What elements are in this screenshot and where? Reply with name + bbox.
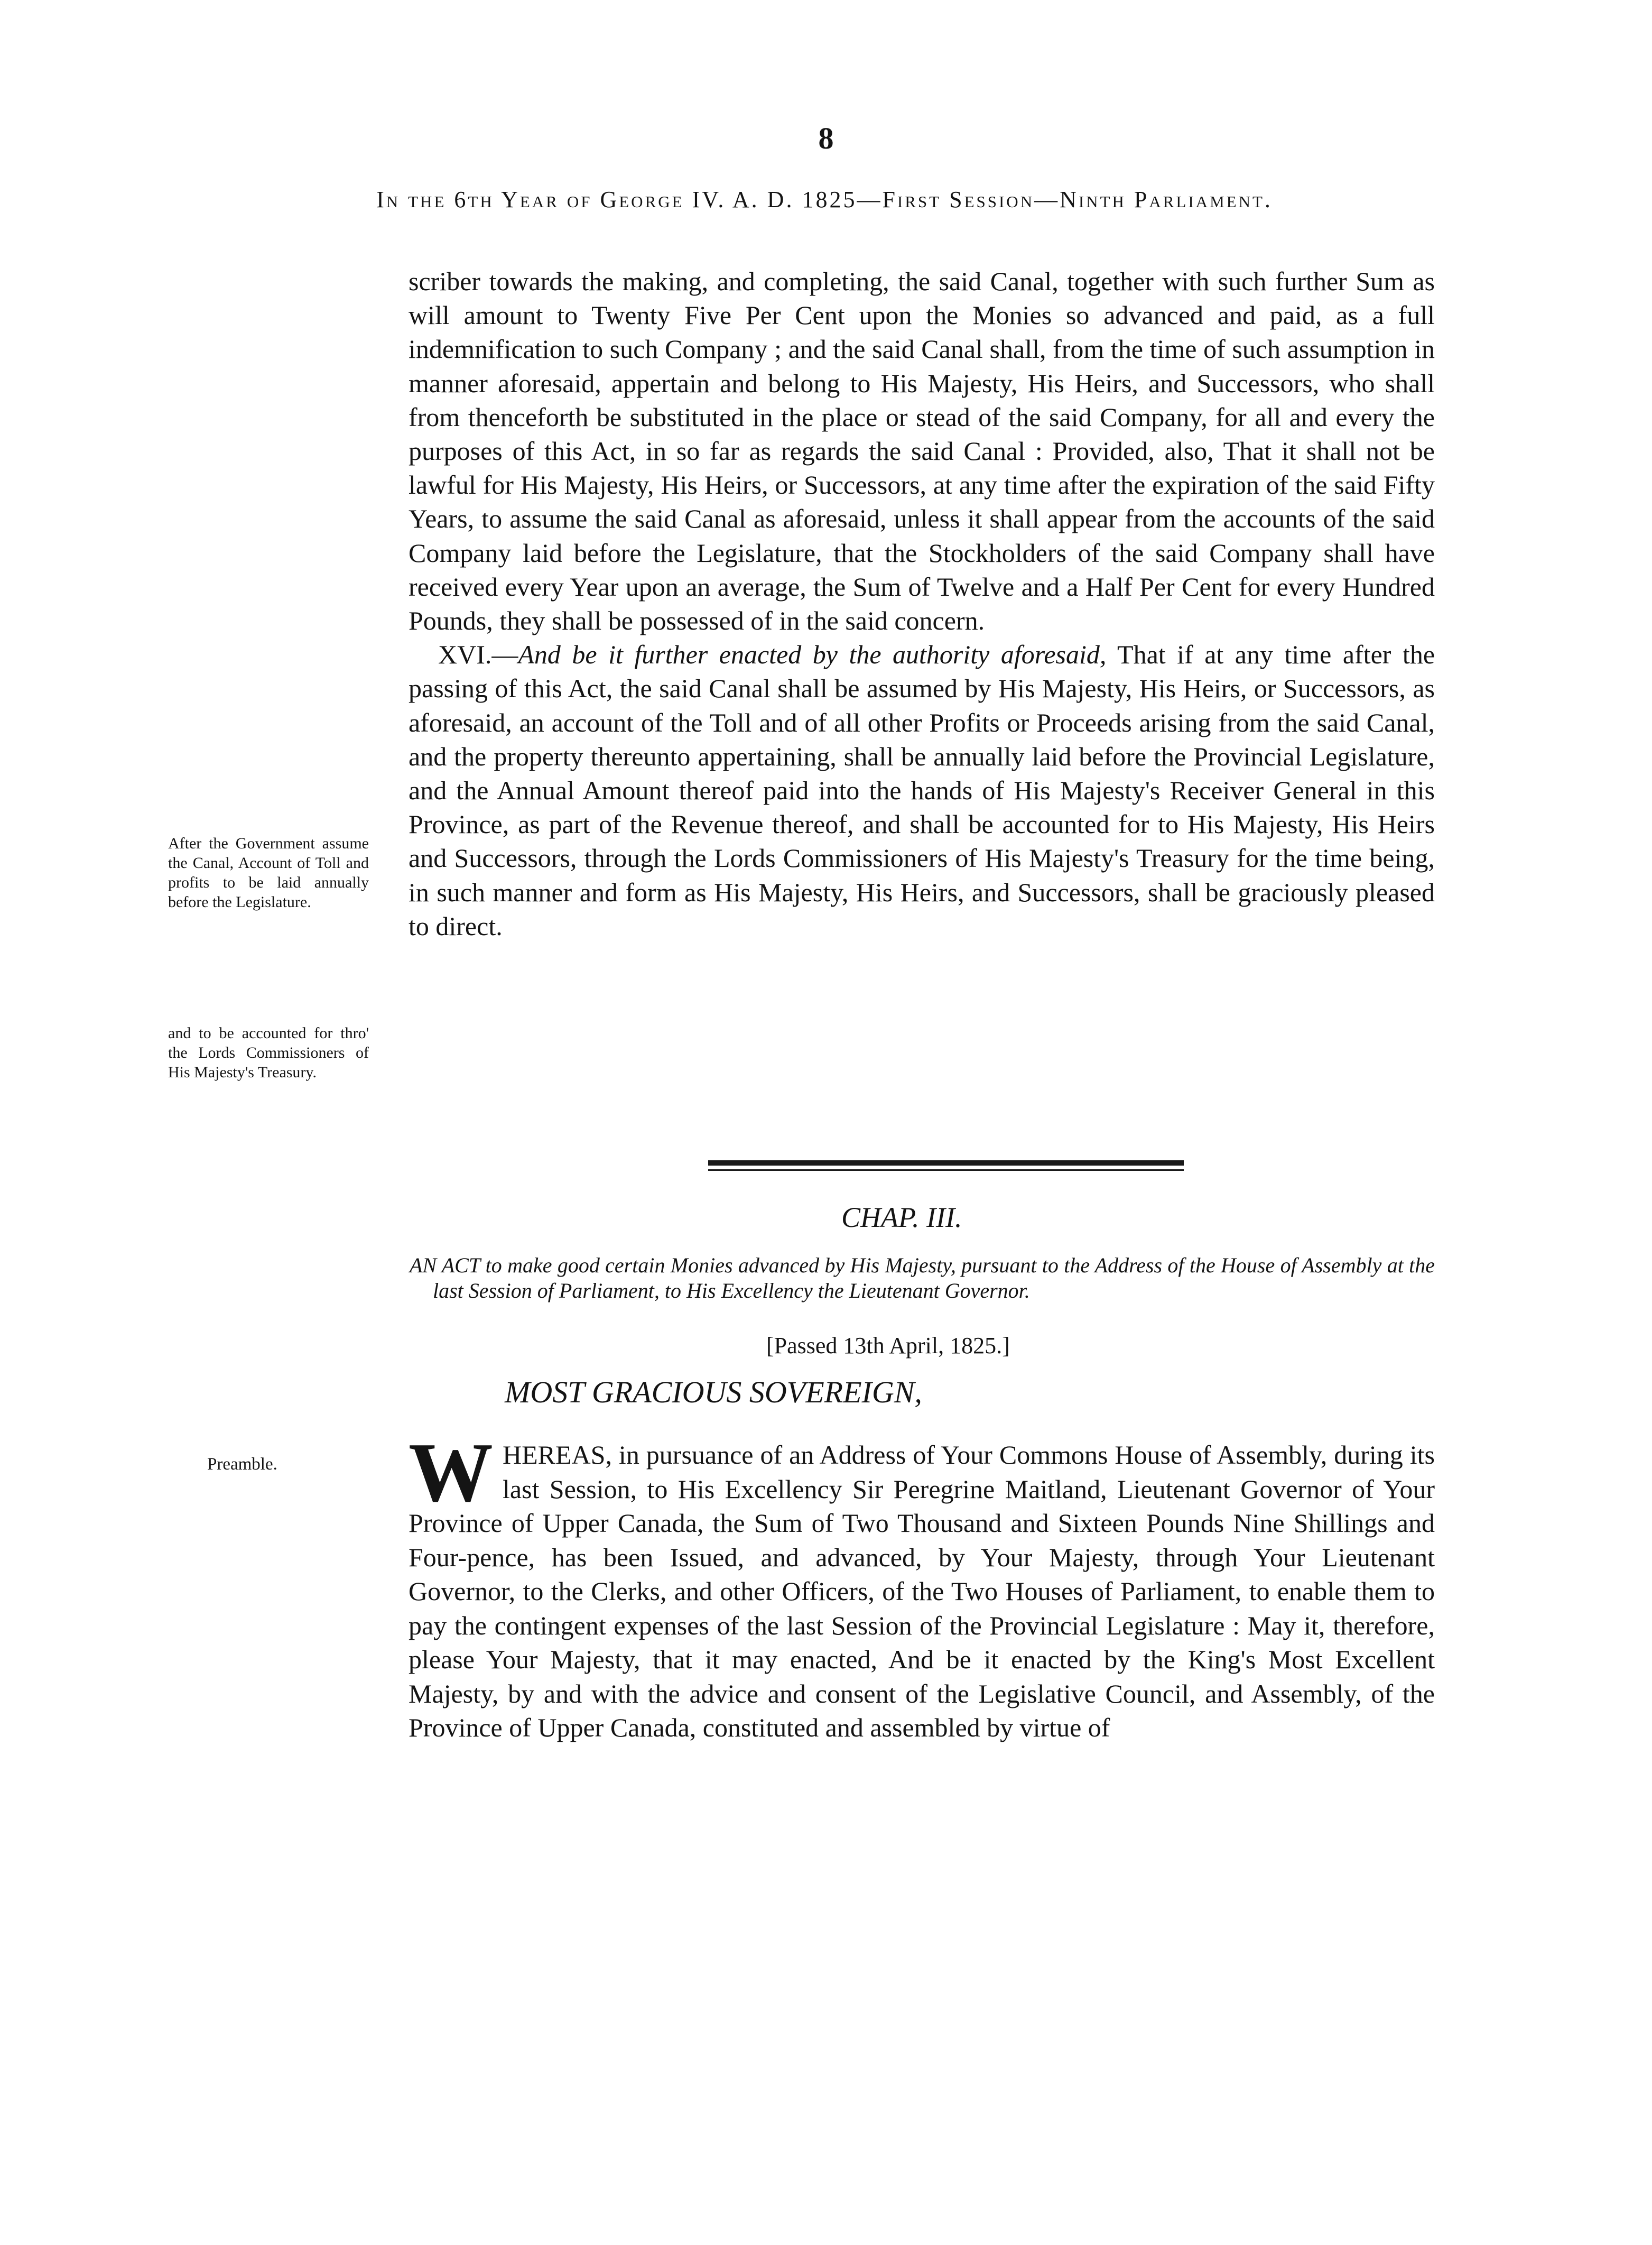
divider-thick-line bbox=[708, 1160, 1184, 1166]
passed-date: [Passed 13th April, 1825.] bbox=[766, 1333, 1010, 1359]
act-title-text: AN ACT to make good certain Monies advanced by His Majesty, pursuant to the Address of the House of Assembly at the last Session of Parliament, to His Excellency the Lieutenant Governor. bbox=[410, 1253, 1435, 1302]
preamble-paragraph bbox=[409, 1425, 1435, 1745]
section-xv-continuation: scriber towards the making, and completing, the said Canal, together with such further Sum as will amount to Twenty Five Per Cent upon the Monies so advanced and paid, as a full indemnification to such Company ; and the said Canal shall, from the time of such assumption in manner aforesaid, appertain and belong to His Majesty, His Heirs, and Successors, who shall from thenceforth be substituted in the place or stead of the said Company, for all and every the purposes of this Act, in so far as regards the said Canal : Provided, also, That it shall not be lawful for His Majesty, His Heirs, or Successors, at any time after the expiration of the said Fifty Years, to assume the said Canal as aforesaid, unless it shall appear from the accounts of the said Company laid before the Legislature, that the Stockholders of the said Company shall have received every Year upon an average, the Sum of Twelve and a Half Per Cent for every Hundred Pounds, they shall be possessed of in the said concern. bbox=[409, 266, 1435, 636]
margin-note-treasury: and to be accounted for thro' the Lords Commissioners of His Majesty's Treasury. bbox=[168, 1024, 369, 1081]
section-xvi-body: That if at any time after the passing of this Act, the said Canal shall be assumed by His Majesty, His Heirs, or Successors, as aforesaid, an account of the Toll and of all other Profits or Proceeds arising from the said Canal, and the property thereunto appertaining, shall be annually laid before the Provincial Legislature, and the Annual Amount thereof paid into the hands of His Majesty's Receiver General in this Province, as part of the Revenue thereof, and shall be accounted for to His Majesty, His Heirs and Successors, through the Lords Commissioners of His Majesty's Treasury for the time being, in such manner and form as His Majesty, His Heirs, and Successors, shall be graciously pleased to direct. bbox=[409, 640, 1435, 941]
section-divider bbox=[708, 1160, 1184, 1171]
chapter-heading: CHAP. III. bbox=[841, 1202, 962, 1233]
margin-note-toll-account: After the Government assume the Canal, Account of Toll and profits to be laid annually before the Legislature. bbox=[168, 835, 369, 911]
margin-note-preamble: Preamble. bbox=[207, 1455, 277, 1474]
preamble-text: HEREAS, in pursuance of an Address of Your Commons House of Assembly, during its last Session, to His Excellency Sir Peregrine Maitland, Lieutenant Governor of Your Province of Upper Canada, the Sum of Two Thousand and Sixteen Pounds Nine Shillings and Four-pence, has been Issued, and advanced, by Your Majesty, through Your Lieutenant Governor, to the Clerks, and other Officers, of the Two Houses of Parliament, to enable them to pay the contingent expenses of the last Session of the Provincial Legislature : May it, therefore, please Your Majesty, that it may enacted, And be it enacted by the King's Most Excellent Majesty, by and with the advice and consent of the Legislative Council, and Assembly, of the Province of Upper Canada, constituted and assembled by virtue of bbox=[409, 1440, 1435, 1742]
salutation: MOST GRACIOUS SOVEREIGN, bbox=[505, 1375, 922, 1409]
running-head: In the 6th Year of George IV. A. D. 1825—First Session—Ninth Parliament. bbox=[376, 187, 1273, 213]
section-xvi bbox=[409, 638, 1435, 943]
act-title bbox=[410, 1253, 1435, 1304]
divider-thin-line bbox=[708, 1169, 1184, 1171]
drop-cap: W bbox=[409, 1425, 493, 1519]
statute-text-upper bbox=[409, 264, 1435, 943]
preamble-text-block bbox=[409, 1425, 1435, 1745]
section-number: XVI.— bbox=[438, 640, 518, 670]
page-number: 8 bbox=[818, 121, 834, 155]
enacting-clause: And be it further enacted by the authority aforesaid, bbox=[518, 640, 1107, 670]
